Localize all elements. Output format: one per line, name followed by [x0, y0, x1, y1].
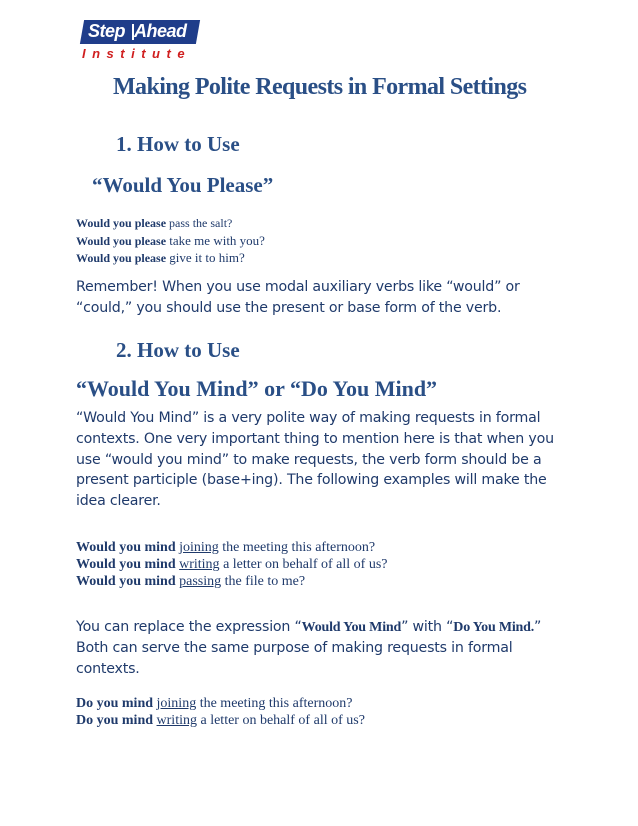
example-rest: a letter on behalf of all of us? [196, 713, 365, 728]
example-rest: pass the salt? [166, 216, 233, 230]
paragraph-line: use “would you mind” to make requests, the verb form should be a [76, 452, 542, 468]
example-lead: Would you please [76, 234, 167, 248]
section1-heading: 1. How to Use [116, 132, 240, 156]
example-line [76, 250, 245, 266]
replace-pre: You can replace the expression “ [76, 619, 302, 635]
example-verb: writing [156, 713, 197, 728]
example-verb: passing [179, 574, 222, 589]
example-rest: a letter on behalf of all of us? [219, 557, 388, 572]
example-lead: Would you mind [76, 574, 176, 589]
mind-example-line [76, 557, 388, 573]
paragraph-line: present participle (base+ing). The following examples will make the [76, 472, 547, 488]
replace-mid: ” with “ [401, 619, 454, 635]
do-example-line [76, 696, 353, 712]
example-verb: writing [179, 557, 220, 572]
example-rest: the meeting this afternoon? [218, 540, 376, 555]
replace-line3: contexts. [76, 661, 140, 677]
mind-example-line [76, 540, 375, 556]
example-lead: Do you mind [76, 713, 154, 728]
paragraph-line: idea clearer. [76, 493, 161, 509]
example-verb: joining [179, 540, 219, 555]
example-line [76, 216, 232, 231]
logo [82, 20, 198, 62]
section1-subheading: “Would You Please” [92, 173, 274, 197]
example-lead: Would you please [76, 251, 167, 265]
note-line: Remember! When you use modal auxiliary verbs like “would” or [76, 279, 520, 295]
mind-example-line [76, 574, 305, 590]
example-lead: Would you please [76, 216, 167, 230]
example-lead: Would you mind [76, 540, 176, 555]
example-rest: the file to me? [221, 574, 306, 589]
logo-institute-text: Institute [82, 46, 192, 61]
paragraph-line: “Would You Mind” is a very polite way of making requests in formal [76, 410, 541, 426]
replace-post: ” [534, 619, 542, 635]
example-lead: Would you mind [76, 557, 176, 572]
replace-phrase2: Do You Mind. [453, 620, 535, 635]
do-example-line [76, 713, 365, 729]
section2-subheading: “Would You Mind” or “Do You Mind” [76, 376, 438, 401]
section2-heading: 2. How to Use [116, 338, 240, 362]
example-rest: give it to him? [166, 250, 245, 265]
logo-ahead-text: Ahead [134, 21, 187, 41]
example-rest: the meeting this afternoon? [196, 696, 353, 711]
note-line: “could,” you should use the present or base form of the verb. [76, 300, 502, 316]
logo-step-text: Step [88, 21, 126, 41]
page-title: Making Polite Requests in Formal Settings [113, 74, 527, 100]
example-lead: Do you mind [76, 696, 154, 711]
example-line [76, 233, 265, 249]
example-verb: joining [156, 696, 197, 711]
paragraph-line: contexts. One very important thing to mention here is that when you [76, 431, 554, 447]
example-rest: take me with you? [166, 233, 265, 248]
replace-line [76, 617, 541, 639]
replace-phrase1: Would You Mind [301, 620, 402, 635]
replace-line2: Both can serve the same purpose of making requests in formal [76, 640, 513, 656]
